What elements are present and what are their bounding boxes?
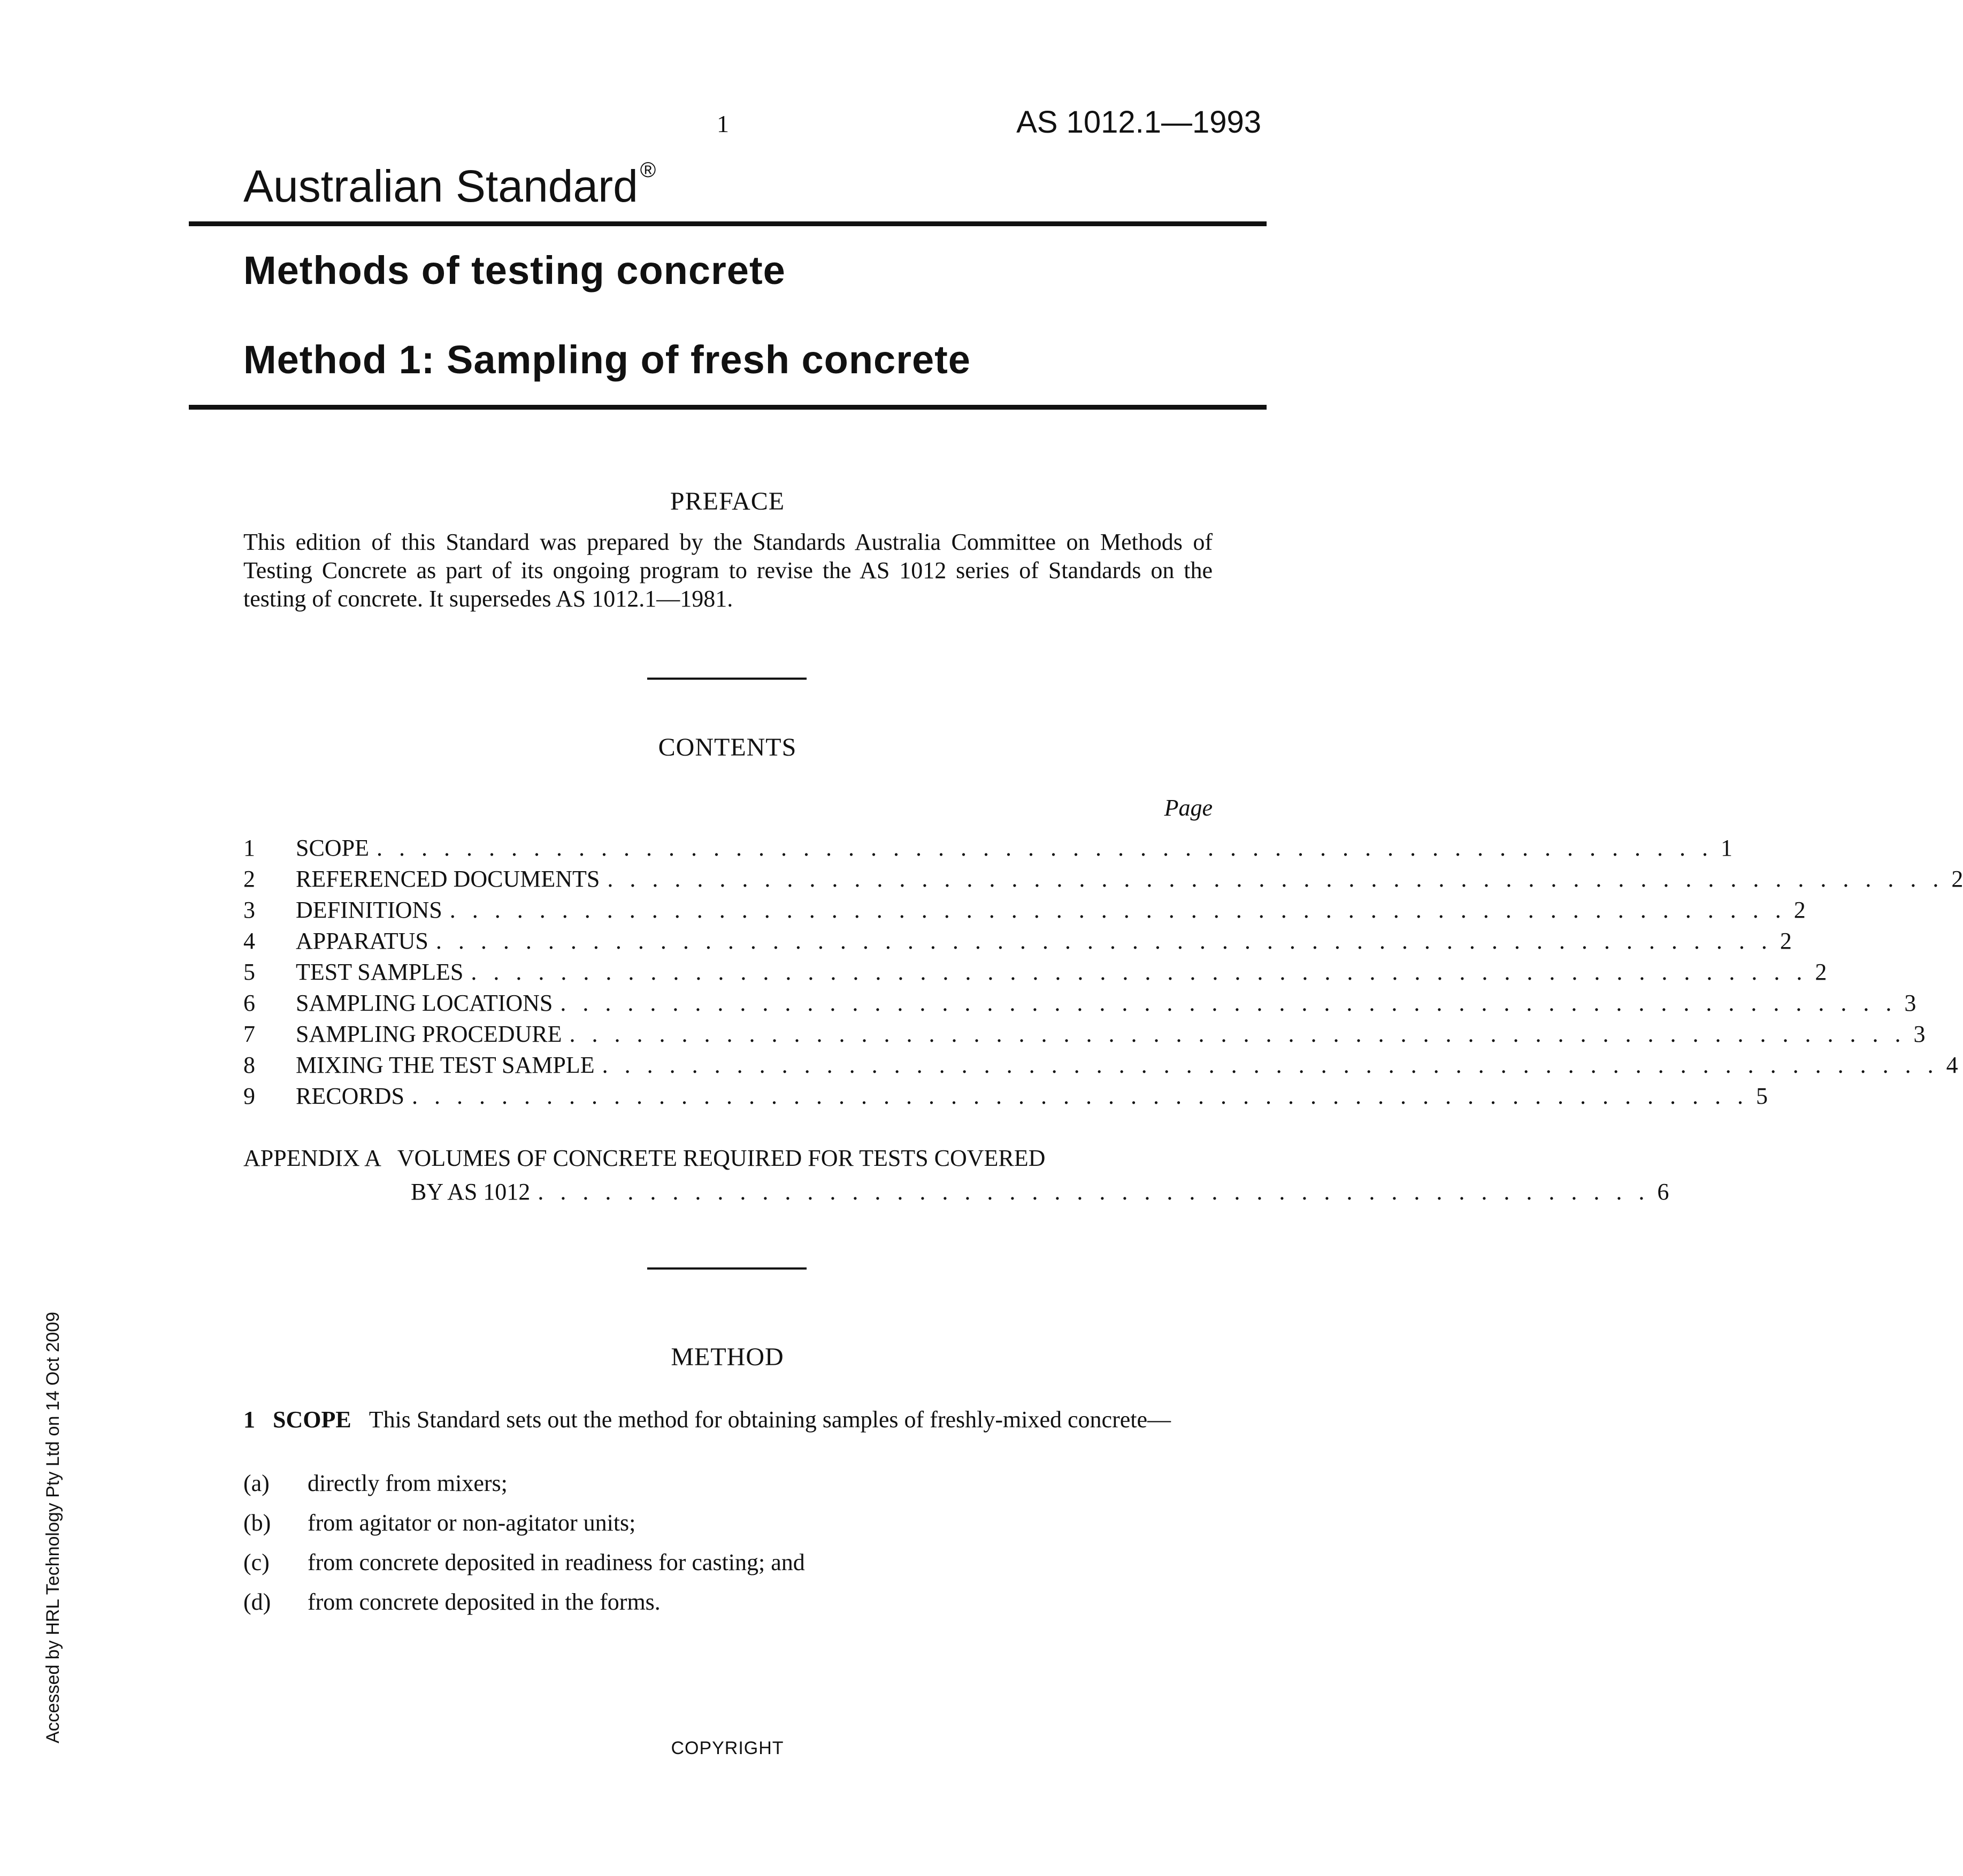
preface-text: This edition of this Standard was prepared by the Standards Australia Committee on Methods of Testing Concrete as part of its ongoing program to revise the AS 1012 series of Standards on the testing of concrete. It supersedes AS 1012.1—1981.	[243, 529, 1213, 612]
toc-page: 6	[1657, 1179, 1669, 1205]
toc-page: 2	[1780, 928, 1792, 954]
toc-leader-dots: . . . . . . . . . . . . . . . . . . . . . . . . . . . . . . . . . . . . . . . . . . . . . . . . . . . . . . . . . . . .	[449, 897, 1786, 923]
document-subtitle: Method 1: Sampling of fresh concrete	[243, 337, 971, 382]
standard-number: AS 1012.1—1993	[1016, 105, 1261, 140]
toc-page: 4	[1946, 1052, 1958, 1078]
toc-appendix-title[interactable]: APPENDIX A VOLUMES OF CONCRETE REQUIRED FOR TESTS COVERED	[243, 1145, 1046, 1171]
list-label: (d)	[243, 1589, 271, 1615]
list-label: (c)	[243, 1549, 270, 1575]
header-rule-bottom	[189, 405, 1267, 410]
scope-paragraph	[243, 1405, 1213, 1434]
toc-number: 8	[243, 1052, 255, 1078]
registered-mark: ®	[640, 158, 656, 182]
list-text: from agitator or non-agitator units;	[308, 1510, 636, 1536]
toc-title: SCOPE	[296, 835, 369, 861]
toc-title: SAMPLING LOCATIONS	[296, 990, 553, 1016]
toc-number: 9	[243, 1083, 255, 1109]
toc-page: 3	[1904, 990, 1916, 1016]
access-watermark: Accessed by HRL Technology Pty Ltd on 14 Oct 2009	[43, 1311, 63, 1743]
toc-leader-dots: . . . . . . . . . . . . . . . . . . . . . . . . . . . . . . . . . . . . . . . . . . . . . . . . . . . . . . . . . . . .	[560, 990, 1897, 1016]
toc-leader-dots: . . . . . . . . . . . . . . . . . . . . . . . . . . . . . . . . . . . . . . . . . . . . . . . . . . . . . . . . . . . .	[411, 1083, 1749, 1109]
toc-title: MIXING THE TEST SAMPLE	[296, 1052, 595, 1078]
brand-title	[243, 160, 656, 212]
toc-entry[interactable]	[243, 927, 1792, 958]
toc-title: RECORDS	[296, 1083, 404, 1109]
toc-leader-dots: . . . . . . . . . . . . . . . . . . . . . . . . . . . . . . . . . . . . . . . . . . . . . . . . . . . . . . . . . . . .	[471, 959, 1808, 985]
toc-page: 2	[1951, 866, 1963, 892]
toc-appendix-title-cont: BY AS 1012	[411, 1179, 531, 1205]
scope-list-item	[243, 1588, 661, 1616]
table-of-contents	[243, 834, 1963, 1113]
toc-leader-dots: . . . . . . . . . . . . . . . . . . . . . . . . . . . . . . . . . . . . . . . . . . . . . . . . . . . . . . . . . . . .	[376, 835, 1713, 861]
toc-title: DEFINITIONS	[296, 897, 442, 923]
toc-number: 6	[243, 990, 255, 1016]
method-heading: METHOD	[671, 1343, 784, 1371]
toc-page: 1	[1720, 835, 1732, 861]
preface-heading: PREFACE	[670, 487, 785, 516]
scope-text: This Standard sets out the method for obtaining samples of freshly-mixed concrete—	[369, 1406, 1171, 1433]
scope-heading: SCOPE	[273, 1406, 351, 1433]
toc-number: 4	[243, 928, 255, 954]
toc-leader-dots: . . . . . . . . . . . . . . . . . . . . . . . . . . . . . . . . . . . . . . . . . . . . . . . . . . . . . . . . . . . .	[435, 928, 1773, 954]
toc-entry[interactable]	[243, 1082, 1768, 1113]
toc-appendix-entry[interactable]	[411, 1178, 1669, 1205]
list-text: from concrete deposited in readiness for casting; and	[308, 1549, 805, 1575]
list-label: (b)	[243, 1510, 271, 1536]
section-divider	[647, 678, 807, 680]
header-rule-top	[189, 221, 1267, 226]
list-text: from concrete deposited in the forms.	[308, 1589, 661, 1615]
toc-page: 2	[1793, 897, 1806, 923]
toc-number: 5	[243, 959, 255, 985]
toc-title: TEST SAMPLES	[296, 959, 464, 985]
scope-list-item	[243, 1509, 635, 1536]
toc-page: 2	[1815, 959, 1827, 985]
page-column-label: Page	[1164, 795, 1213, 821]
scope-number: 1	[243, 1406, 255, 1433]
document-title: Methods of testing concrete	[243, 248, 786, 293]
toc-title: REFERENCED DOCUMENTS	[296, 866, 600, 892]
toc-entry[interactable]	[243, 1020, 1926, 1051]
toc-number: 7	[243, 1021, 255, 1047]
toc-entry[interactable]	[243, 896, 1806, 927]
toc-entry[interactable]	[243, 834, 1732, 865]
toc-entry[interactable]	[243, 958, 1827, 989]
toc-number: 2	[243, 866, 255, 892]
list-label: (a)	[243, 1470, 270, 1496]
toc-title: SAMPLING PROCEDURE	[296, 1021, 562, 1047]
toc-page: 3	[1913, 1021, 1926, 1047]
toc-entry[interactable]	[243, 1051, 1958, 1082]
toc-number: 1	[243, 835, 255, 861]
toc-number: 3	[243, 897, 255, 923]
toc-leader-dots: . . . . . . . . . . . . . . . . . . . . . . . . . . . . . . . . . . . . . . . . . . . . . . . . . . . . . . . . . . . .	[602, 1052, 1939, 1078]
list-text: directly from mixers;	[308, 1470, 508, 1496]
page-number: 1	[717, 110, 729, 137]
copyright-notice: COPYRIGHT	[671, 1738, 784, 1758]
toc-title: APPARATUS	[296, 928, 428, 954]
toc-page: 5	[1755, 1083, 1768, 1109]
toc-entry[interactable]	[243, 865, 1963, 896]
brand-text: Australian Standard	[243, 161, 638, 211]
scope-list-item	[243, 1549, 805, 1576]
toc-leader-dots: . . . . . . . . . . . . . . . . . . . . . . . . . . . . . . . . . . . . . . . . . . . . . . . . . . . . . . . . . . . .	[607, 866, 1944, 892]
contents-heading: CONTENTS	[658, 733, 797, 762]
toc-leader-dots: . . . . . . . . . . . . . . . . . . . . . . . . . . . . . . . . . . . . . . . . . . . . . . . . . . . . . . . . . . . .	[569, 1021, 1906, 1047]
toc-entry[interactable]	[243, 989, 1916, 1020]
section-divider	[647, 1267, 807, 1270]
scope-list-item	[243, 1470, 508, 1497]
toc-leader-dots: . . . . . . . . . . . . . . . . . . . . . . . . . . . . . . . . . . . . . . . . . . . . . . . . . .	[538, 1179, 1650, 1205]
